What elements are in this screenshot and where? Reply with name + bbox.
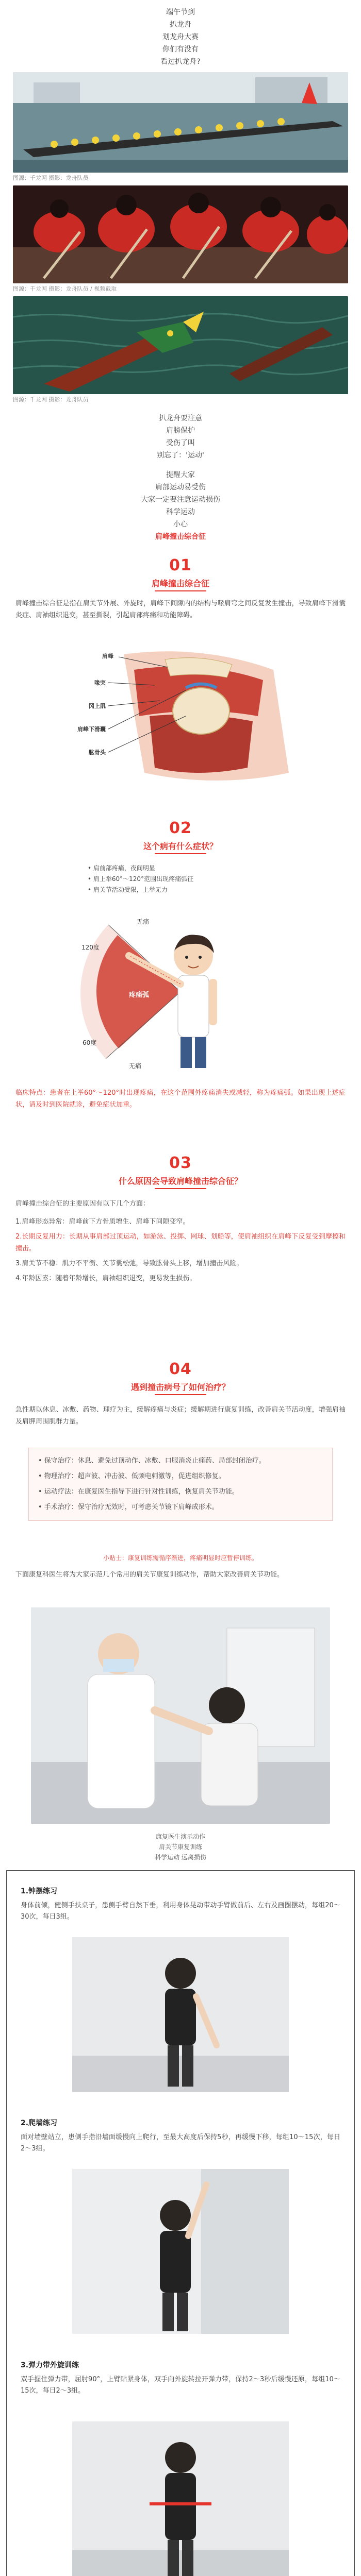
section-divider xyxy=(155,1188,206,1189)
tip-text: 小贴士：康复训练需循序渐进，疼痛明显时应暂停训练。 xyxy=(103,1554,258,1562)
exercise-photo-1 xyxy=(72,1937,289,2092)
intro-line: 肩部运动易受伤 xyxy=(155,483,206,492)
painful-arc-diagram xyxy=(57,907,304,1077)
cause-item: 1.肩峰形态异常：肩峰前下方骨质增生、肩峰下间隙变窄。 xyxy=(15,1218,190,1226)
shoulder-anatomy-diagram xyxy=(31,639,330,793)
cause-item: 4.年龄因素：随着年龄增长，肩袖组织退变，更易发生损伤。 xyxy=(15,1275,196,1282)
doctor-demo-photo xyxy=(31,1607,330,1824)
intro-highlight: 肩峰撞击综合征 xyxy=(155,533,206,541)
photo-caption: 图源：千龙网 摄影：龙舟队员 xyxy=(13,396,89,403)
photo-caption: 科学运动 远离损伤 xyxy=(155,1854,206,1861)
intro-line: 科学运动 xyxy=(166,508,195,516)
exercise-text: 身体前倾，健侧手扶桌子，患侧手臂自然下垂，利用身体晃动带动手臂做前后、左右及画圈摆动，每组20～30次，每日3组。 xyxy=(21,1902,340,1921)
dragon-boat-photo-3 xyxy=(13,296,348,394)
intro-text-2 xyxy=(0,412,361,462)
section-title: 这个病有什么症状？ xyxy=(143,841,218,851)
photo-caption: 图源：千龙网 摄影：龙舟队员 xyxy=(13,175,89,181)
exercise-photo-2 xyxy=(72,2169,289,2334)
symptom-item: • 肩前部疼痛，夜间明显 xyxy=(88,865,155,872)
intro-line: 肩膀保护 xyxy=(166,427,195,435)
treatment-item: • 手术治疗：保守治疗无效时，可考虑关节镜下肩峰成形术。 xyxy=(38,1503,219,1511)
exercise-text: 面对墙壁站立，患侧手指沿墙面缓慢向上爬行，至最大高度后保持5秒，再缓慢下移，每组10～15次，每日2～3组。 xyxy=(21,2133,340,2153)
dragon-boat-photo-2 xyxy=(13,185,348,283)
label-bursa: 肩峰下滑囊 xyxy=(77,726,106,733)
section-number: 04 xyxy=(169,1360,192,1378)
dragon-boat-photo-1 xyxy=(13,72,348,173)
arc-label-pain: 疼痛弧 xyxy=(129,991,150,999)
section-paragraph: 肩峰撞击综合征是指在肩关节外展、外旋时，肩峰下间隙内的结构与喙肩穹之间反复发生撞击，导致肩峰下滑囊炎症、肩袖组织退变，甚至撕裂，引起肩部疼痛和功能障碍。 xyxy=(15,600,346,619)
treatment-box xyxy=(28,1448,333,1521)
section-paragraph: 肩峰撞击综合征的主要原因有以下几个方面： xyxy=(15,1200,150,1208)
section-number: 02 xyxy=(169,819,192,837)
section-paragraph: 下面康复科医生将为大家示范几个常用的肩关节康复训练动作，帮助大家改善肩关节功能。 xyxy=(15,1571,284,1579)
exercise-photo-3 xyxy=(72,2421,289,2576)
exercise-title: 1.钟摆练习 xyxy=(21,1887,58,1895)
section-divider xyxy=(155,853,206,854)
intro-line: 别忘了：'运动' xyxy=(157,451,204,460)
photo-caption: 肩关节康复训练 xyxy=(158,1843,202,1851)
section-title: 遇到撞击病号了如何治疗？ xyxy=(130,1382,230,1392)
cause-list xyxy=(15,1216,346,1284)
arc-label-120: 120度 xyxy=(81,944,100,951)
section-title: 肩峰撞击综合征 xyxy=(151,579,209,588)
arc-label-nopain-top: 无痛 xyxy=(137,918,150,925)
symptom-paragraph xyxy=(15,1087,346,1111)
label-humerus: 肱骨头 xyxy=(89,749,106,756)
intro-line: 小心 xyxy=(173,520,188,529)
section-paragraph: 急性期以休息、冰敷、药物、理疗为主，缓解疼痛与炎症；缓解期进行康复训练，改善肩关节活动度，增强肩袖及肩胛周围肌群力量。 xyxy=(15,1406,346,1426)
intro-line: 扒龙舟要注意 xyxy=(159,414,202,422)
intro-line: 大家一定要注意运动损伤 xyxy=(141,496,220,504)
treatment-item: • 物理治疗：超声波、冲击波、低频电刺激等，促进组织修复。 xyxy=(38,1472,225,1480)
photo-caption: 图源：千龙网 摄影：龙舟队员 / 视频截取 xyxy=(13,285,117,292)
intro-line: 扒龙舟 xyxy=(170,21,191,29)
symptom-list xyxy=(88,863,294,895)
label-coracoid: 喙突 xyxy=(94,680,106,686)
intro-line: 看过扒龙舟? xyxy=(160,58,201,66)
intro-line: 你们有没有 xyxy=(162,45,199,54)
section-divider xyxy=(155,1394,206,1395)
arc-label-nopain-bottom: 无痛 xyxy=(129,1062,142,1070)
section-number: 03 xyxy=(169,1154,192,1172)
exercise-title: 2.爬墙练习 xyxy=(21,2119,58,2127)
cause-item: 3.肩关节不稳：肌力不平衡、关节囊松弛，导致肱骨头上移，增加撞击风险。 xyxy=(15,1260,243,1267)
symptom-item: • 肩上举60°～120°范围出现疼痛弧征 xyxy=(88,875,194,883)
cause-item: 2.长期反复用力：长期从事肩部过顶运动，如游泳、投掷、网球、划船等，使肩袖组织在肩峰下反复受到摩擦和撞击。 xyxy=(15,1233,346,1252)
intro-line: 提醒大家 xyxy=(166,471,195,479)
section-title: 什么原因会导致肩峰撞击综合征？ xyxy=(118,1176,242,1186)
intro-line: 端午节到 xyxy=(166,8,195,16)
intro-line: 划龙舟大赛 xyxy=(162,33,199,41)
photo-caption-block xyxy=(0,1832,361,1862)
label-supraspinatus: 冈上肌 xyxy=(89,703,106,709)
exercise-text: 双手握住弹力带，屈肘90°，上臂贴紧身体，双手向外旋转拉开弹力带，保持2～3秒后缓慢还原，每组10～15次，每日2～3组。 xyxy=(21,2376,340,2395)
arc-label-60: 60度 xyxy=(83,1039,97,1046)
treatment-item: • 保守治疗：休息、避免过顶动作、冰敷、口服消炎止痛药、局部封闭治疗。 xyxy=(38,1457,266,1465)
intro-text xyxy=(0,6,361,68)
treatment-item: • 运动疗法：在康复医生指导下进行针对性训练，恢复肩关节功能。 xyxy=(38,1488,239,1496)
intro-text-3 xyxy=(0,469,361,543)
label-acromion: 肩峰 xyxy=(62,652,113,660)
intro-line: 受伤了叫 xyxy=(166,439,195,447)
exercise-title: 3.弹力带外旋训练 xyxy=(21,2361,79,2369)
symptom-item: • 肩关节活动受限，上举无力 xyxy=(88,886,168,893)
symptom-text: 临床特点：患者在上举60°～120°时出现疼痛，在这个范围外疼痛消失或减轻，称为疼痛弧。如果出现上述症状，请及时到医院就诊，避免症状加重。 xyxy=(15,1089,346,1109)
section-divider xyxy=(155,590,206,591)
photo-caption: 康复医生演示动作 xyxy=(155,1833,205,1840)
section-number: 01 xyxy=(169,556,192,574)
